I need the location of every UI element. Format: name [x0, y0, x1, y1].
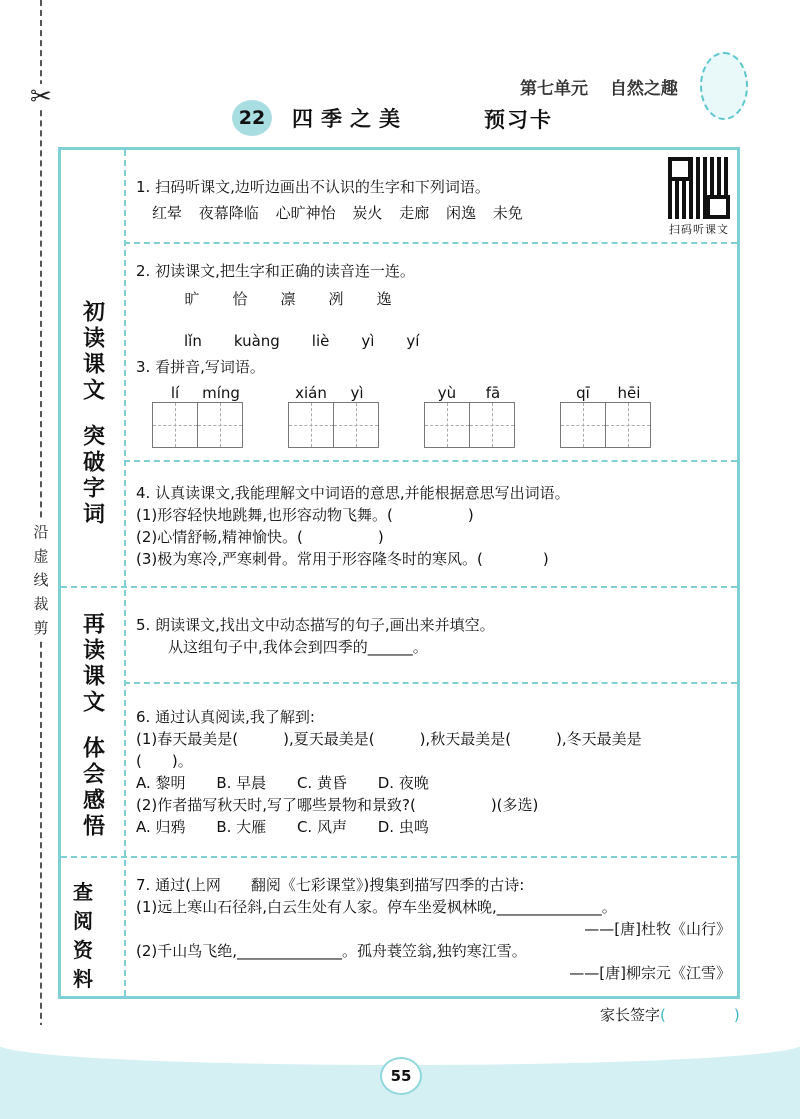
question-6-options: [136, 816, 731, 838]
word: 红晕: [152, 204, 183, 222]
option[interactable]: C. 黄昏: [296, 774, 347, 792]
pinyin-row: [184, 330, 731, 352]
question-6-options: [136, 772, 731, 794]
word: 炭火: [352, 204, 383, 222]
grid-pinyin: hēi: [617, 384, 641, 402]
poem-attribution: ——[唐]柳宗元《江雪》: [569, 964, 731, 982]
question-1-prompt: 1. 扫码听课文,边听边画出不认识的生字和下列词语。: [136, 178, 490, 196]
grid-pinyin: fā: [485, 384, 501, 402]
worksheet-frame: [58, 147, 740, 999]
row-divider: [124, 242, 737, 244]
pinyin[interactable]: liè: [311, 332, 330, 350]
question-4: [136, 482, 731, 570]
section-label-research: 查阅 资料: [73, 880, 95, 991]
grid-pinyin: yì: [350, 384, 364, 402]
option[interactable]: D. 虫鸣: [377, 818, 429, 836]
word: 夜幕降临: [198, 204, 259, 222]
word-list: [136, 202, 731, 224]
question-2-prompt: 2. 初读课文,把生字和正确的读音连一连。: [136, 262, 415, 280]
option[interactable]: B. 早晨: [216, 774, 267, 792]
pinyin[interactable]: yì: [361, 332, 375, 350]
character[interactable]: 冽: [328, 290, 344, 308]
grid-pinyin: yù: [437, 384, 457, 402]
word: 未免: [492, 204, 523, 222]
poem-line[interactable]: (2)千山鸟飞绝,______________。孤舟蓑笠翁,独钓寒江雪。: [136, 942, 527, 960]
word: 心旷神怡: [275, 204, 336, 222]
lesson-title: [232, 100, 408, 136]
writing-box[interactable]: [333, 402, 379, 448]
section-divider: [61, 856, 737, 858]
question-5-prompt: 5. 朗读课文,找出文中动态描写的句子,画出来并填空。: [136, 616, 495, 634]
grid-pinyin: míng: [202, 384, 240, 402]
lesson-number: 22: [232, 100, 272, 136]
writing-box[interactable]: [560, 402, 605, 448]
section-divider: [61, 586, 737, 588]
grid-pinyin: qī: [576, 384, 590, 402]
grid-group: [152, 382, 244, 448]
qr-label: 扫码听课文: [669, 223, 729, 236]
row-divider: [124, 460, 737, 462]
question-6-line[interactable]: (2)作者描写秋天时,写了哪些景物和景致?( )(多选): [136, 796, 539, 814]
question-7-prompt: 7. 通过(上网 翻阅《七彩课堂》)搜集到描写四季的古诗:: [136, 876, 525, 894]
card-title: 预习卡: [484, 108, 553, 132]
question-5-fill[interactable]: 从这组句子中,我体会到四季的______。: [168, 638, 428, 656]
page-number: 55: [380, 1057, 422, 1095]
question-6-line[interactable]: ( )。: [136, 752, 193, 770]
unit-header: [520, 74, 694, 99]
writing-box[interactable]: [152, 402, 197, 448]
unit-label: 第七单元: [520, 79, 588, 99]
cut-instruction: 沿虚线裁剪: [28, 520, 54, 640]
scissors-icon: ✂: [30, 82, 52, 112]
signature-label: 家长签字: [600, 1006, 661, 1024]
character[interactable]: 凛: [280, 290, 296, 308]
parent-signature: [600, 1004, 740, 1025]
pinyin[interactable]: lǐn: [184, 332, 202, 350]
word: 走廊: [399, 204, 430, 222]
signature-bracket-close: ): [733, 1006, 740, 1024]
option[interactable]: B. 大雁: [216, 818, 267, 836]
grid-pinyin: lí: [170, 384, 180, 402]
character-row: [168, 288, 731, 310]
option[interactable]: D. 夜晚: [377, 774, 429, 792]
writing-grids: [152, 382, 731, 448]
qr-code-icon[interactable]: [668, 157, 730, 219]
option[interactable]: A. 黎明: [136, 774, 186, 792]
option[interactable]: A. 归鸦: [136, 818, 186, 836]
question-6-prompt: 6. 通过认真阅读,我了解到:: [136, 708, 315, 726]
writing-box[interactable]: [197, 402, 243, 448]
question-4-item[interactable]: (1)形容轻快地跳舞,也形容动物飞舞。( ): [136, 506, 474, 524]
qr-code-block: [664, 157, 734, 237]
writing-box[interactable]: [424, 402, 469, 448]
question-4-item[interactable]: (3)极为寒冷,严寒刺骨。常用于形容隆冬时的寒风。( ): [136, 550, 549, 568]
writing-box[interactable]: [288, 402, 333, 448]
option[interactable]: C. 风声: [296, 818, 347, 836]
pinyin[interactable]: yí: [406, 332, 420, 350]
section-label-first-reading: 初读课文 突破字词: [79, 300, 106, 528]
character[interactable]: 旷: [184, 290, 200, 308]
word: 闲逸: [445, 204, 476, 222]
writing-box[interactable]: [605, 402, 651, 448]
question-6: [136, 706, 731, 838]
question-5: [136, 614, 731, 658]
grid-pinyin: xián: [295, 384, 327, 402]
pinyin[interactable]: kuàng: [233, 332, 280, 350]
character[interactable]: 恰: [232, 290, 248, 308]
grid-group: [424, 382, 516, 448]
grid-group: [288, 382, 380, 448]
lesson-name: 四季之美: [292, 107, 408, 131]
column-divider: [124, 150, 126, 996]
poem-line[interactable]: (1)远上寒山石径斜,白云生处有人家。停车坐爱枫林晚,______________。: [136, 898, 617, 916]
question-4-item[interactable]: (2)心情舒畅,精神愉快。( ): [136, 528, 384, 546]
question-3-prompt: 3. 看拼音,写词语。: [136, 358, 265, 376]
writing-box[interactable]: [469, 402, 515, 448]
question-1: [136, 176, 731, 224]
row-divider: [124, 682, 737, 684]
decoration-icon: [700, 52, 748, 120]
unit-theme: 自然之趣: [609, 79, 678, 99]
question-7: [136, 874, 731, 984]
section-label-second-reading: 再读课文 体会感悟: [79, 612, 106, 840]
grid-group: [560, 382, 652, 448]
question-4-prompt: 4. 认真读课文,我能理解文中词语的意思,并能根据意思写出词语。: [136, 484, 570, 502]
signature-bracket-open: (: [660, 1006, 666, 1024]
question-6-line[interactable]: (1)春天最美是( ),夏天最美是( ),秋天最美是( ),冬天最美是: [136, 730, 642, 748]
question-2: [136, 260, 731, 448]
character[interactable]: 逸: [376, 290, 392, 308]
poem-attribution: ——[唐]杜牧《山行》: [584, 920, 731, 938]
